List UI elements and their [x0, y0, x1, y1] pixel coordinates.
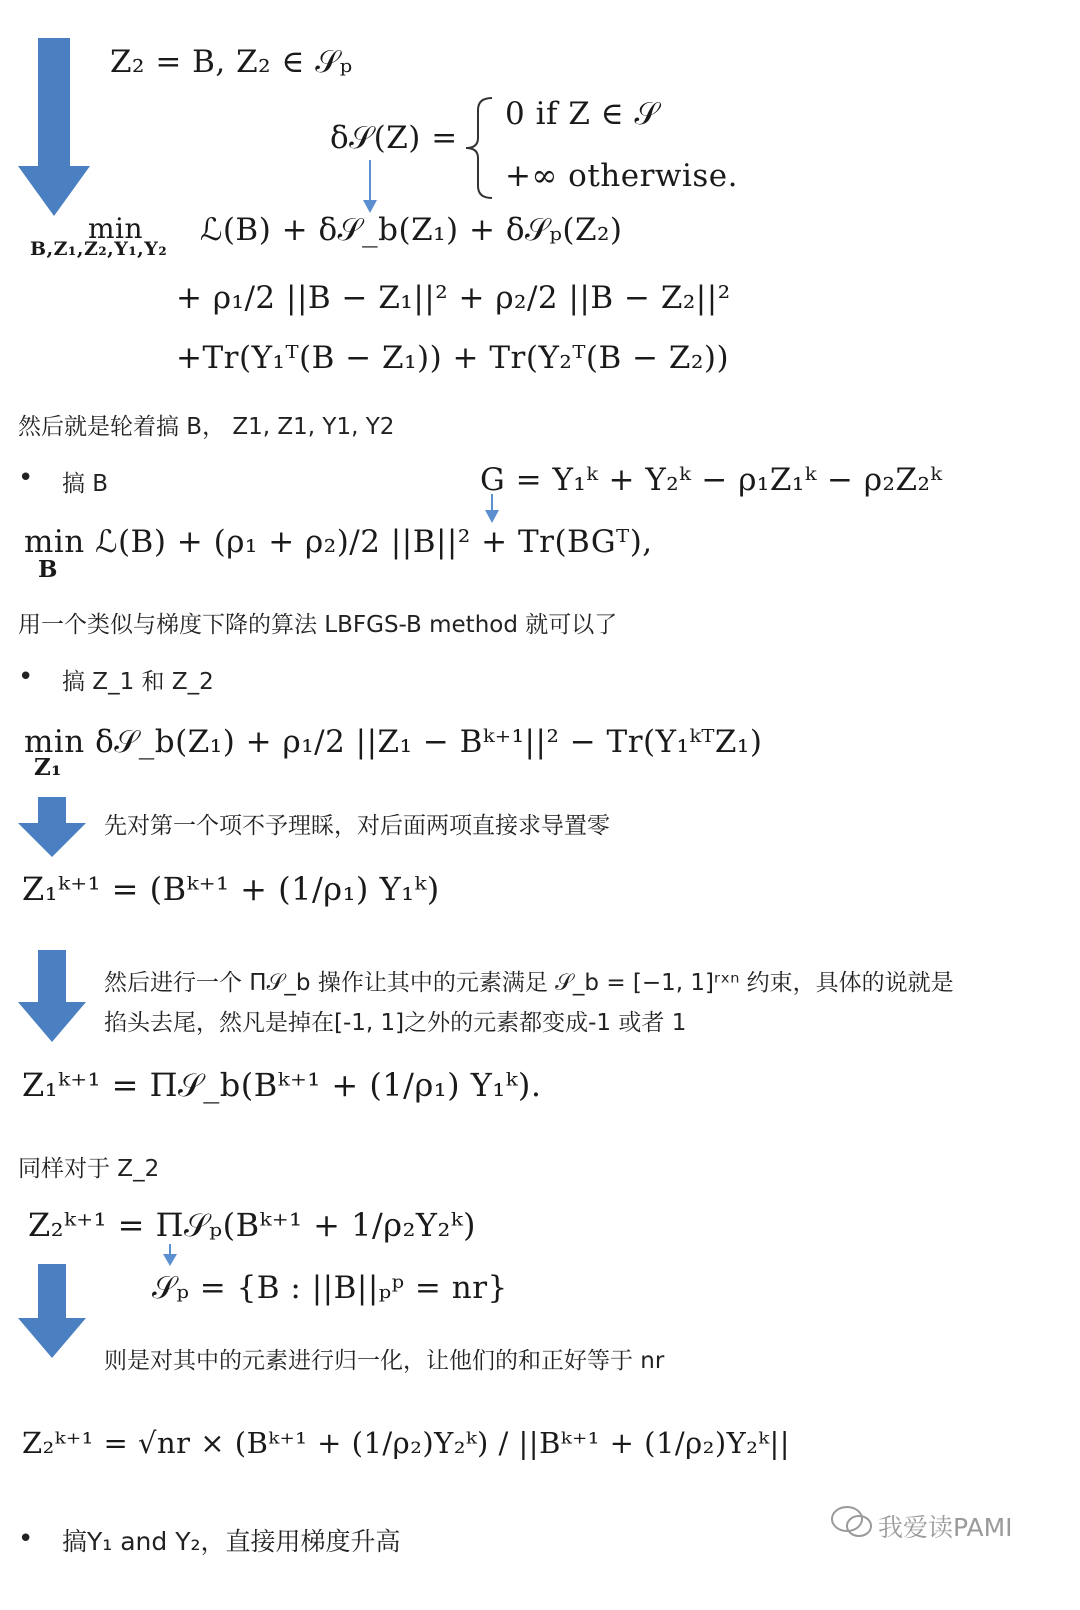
- equation-min-b: min ℒ(B) + (ρ₁ + ρ₂)/2 ||B||² + Tr(BGᵀ),: [24, 524, 653, 560]
- bullet-update-b: 搞 B: [62, 471, 109, 497]
- objective-min: min: [88, 212, 144, 245]
- delta-case-infinity: +∞ otherwise.: [505, 158, 738, 194]
- pointer-arrow-icon: [484, 494, 500, 524]
- text-lbfgs: 用一个类似与梯度下降的算法 LBFGS-B method 就可以了: [18, 612, 618, 638]
- objective-min-subscript: B,Z₁,Z₂,Y₁,Y₂: [30, 238, 168, 260]
- bullet-dot: •: [18, 1524, 34, 1554]
- equation-min-z1: min δ𝒮_b(Z₁) + ρ₁/2 ||Z₁ − Bᵏ⁺¹||² − Tr(Y₁ᵏᵀZ₁): [24, 724, 763, 760]
- down-arrow-icon: [18, 38, 90, 218]
- equation-z2-final: Z₂ᵏ⁺¹ = √nr × (Bᵏ⁺¹ + (1/ρ₂)Y₂ᵏ) / ||Bᵏ⁺¹ + (1/ρ₂)Y₂ᵏ||: [22, 1426, 791, 1460]
- bullet-update-y: 搞Y₁ and Y₂，直接用梯度升高: [62, 1527, 401, 1556]
- equation-z1-projection: Z₁ᵏ⁺¹ = Π𝒮_b(Bᵏ⁺¹ + (1/ρ₁) Y₁ᵏ).: [22, 1066, 542, 1104]
- equation-z1-update: Z₁ᵏ⁺¹ = (Bᵏ⁺¹ + (1/ρ₁) Y₁ᵏ): [22, 870, 440, 908]
- bullet-update-z: 搞 Z_1 和 Z_2: [62, 669, 214, 695]
- text-alternate-updates: 然后就是轮着搞 B， Z1, Z1, Y1, Y2: [18, 414, 395, 440]
- text-ignore-first-term: 先对第一个项不予理睬，对后面两项直接求导置零: [104, 813, 610, 839]
- down-arrow-icon: [18, 797, 86, 859]
- equation-delta-lhs: δ𝒮(Z) =: [330, 120, 458, 156]
- wechat-icon: [830, 1504, 874, 1540]
- objective-line-1: ℒ(B) + δ𝒮_b(Z₁) + δ𝒮ₚ(Z₂): [200, 212, 623, 248]
- watermark: 我爱读PAMI: [878, 1513, 1013, 1542]
- bullet-dot: •: [18, 662, 34, 692]
- pointer-arrow-icon: [162, 1244, 178, 1268]
- equation-min-z1-subscript: Z₁: [34, 754, 62, 781]
- pointer-arrow-icon: [362, 160, 378, 214]
- objective-line-2: + ρ₁/2 ||B − Z₁||² + ρ₂/2 ||B − Z₂||²: [176, 280, 731, 316]
- equation-z2-update: Z₂ᵏ⁺¹ = Π𝒮ₚ(Bᵏ⁺¹ + 1/ρ₂Y₂ᵏ): [28, 1206, 477, 1244]
- equation-z2-definition: Z₂ = B, Z₂ ∈ 𝒮ₚ: [110, 44, 353, 80]
- text-same-for-z2: 同样对于 Z_2: [18, 1156, 160, 1182]
- bullet-dot: •: [18, 463, 34, 493]
- equation-g-definition: G = Y₁ᵏ + Y₂ᵏ − ρ₁Z₁ᵏ − ρ₂Z₂ᵏ: [480, 462, 943, 498]
- objective-line-3: +Tr(Y₁ᵀ(B − Z₁)) + Tr(Y₂ᵀ(B − Z₂)): [176, 340, 730, 376]
- down-arrow-icon: [18, 1264, 86, 1360]
- delta-case-zero: 0 if Z ∈ 𝒮: [505, 96, 660, 132]
- down-arrow-icon: [18, 950, 86, 1044]
- equation-sp-definition: 𝒮ₚ = {B : ||B||ₚᵖ = nr}: [152, 1270, 508, 1306]
- text-projection-line-1: 然后进行一个 Π𝒮_b 操作让其中的元素满足 𝒮_b = [−1, 1]ʳˣⁿ 约束，具体的说就是: [104, 970, 954, 996]
- text-projection-line-2: 掐头去尾，然凡是掉在[-1, 1]之外的元素都变成-1 或者 1: [104, 1010, 687, 1036]
- equation-min-b-subscript: B: [38, 556, 58, 583]
- text-normalize: 则是对其中的元素进行归一化，让他们的和正好等于 nr: [104, 1348, 665, 1374]
- brace-icon: [458, 96, 498, 200]
